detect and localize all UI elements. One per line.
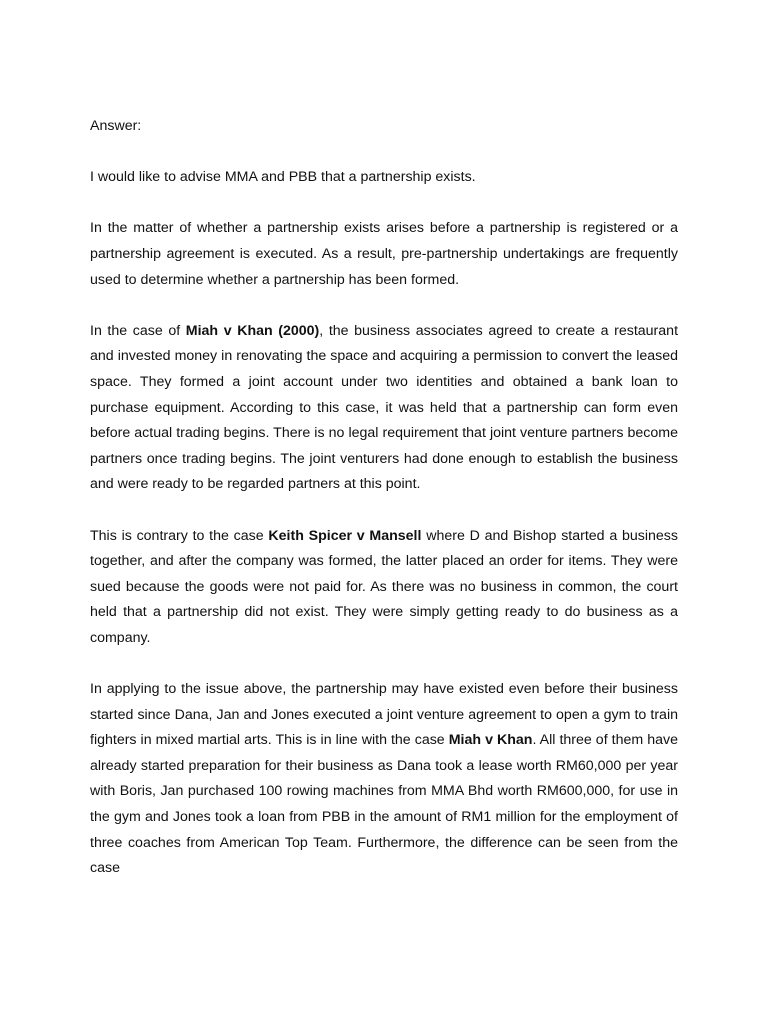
case-name-miah-v-khan: Miah v Khan <box>448 732 533 749</box>
answer-heading: Answer: <box>90 118 142 134</box>
paragraph-partnership-matter: In the matter of whether a partnership exists arises before a partnership is registered or a partnership agreement is executed. As a result, pre-partnership undertakings are frequently used to determine whether a partnership has been formed. <box>90 220 678 288</box>
paragraph-application <box>90 677 678 882</box>
paragraph-text: In the case of <box>90 322 186 339</box>
paragraph-advice: I would like to advise MMA and PBB that a partnership exists. <box>90 169 476 186</box>
paragraph-text: In applying to the issue above, the partnership may have existed even before their business started since Dana, Jan and Jones executed a joint venture agreement to open a gym to train fighters in mixed martial arts. This is in line with the case <box>90 681 678 749</box>
document-page <box>90 114 678 907</box>
paragraph-text: , the business associates agreed to create a restaurant and invested money in renovating the space and acquiring a permission to convert the leased space. They formed a joint account under two identities and obtained a bank loan to purchase equipment. According to this case, it was held that a partnership can form even before actual trading begins. There is no legal requirement that joint venture partners become partners once trading begins. The joint venturers had done enough to establish the business and were ready to be regarded partners at this point. <box>90 322 679 493</box>
paragraph-keith-spicer <box>90 524 678 652</box>
paragraph-text: This is contrary to the case <box>90 527 269 544</box>
paragraph-text: . All three of them have already started preparation for their business as Dana took a lease worth RM60,000 per year with Boris, Jan purchased 100 rowing machines from MMA Bhd worth RM600,000, for use in the gym and Jones took a loan from PBB in the amount of RM1 million for the employment of three coaches from American Top Team. Furthermore, the difference can be seen from the case <box>90 732 678 877</box>
paragraph-miah-v-khan <box>90 319 678 498</box>
case-name-keith-spicer-v-mansell: Keith Spicer v Mansell <box>268 527 422 544</box>
paragraph-text: where D and Bishop started a business together, and after the company was formed, the latter placed an order for items. They were sued because the goods were not paid for. As there was no business in common, the court held that a partnership did not exist. They were simply getting ready to do business as a company. <box>90 527 678 646</box>
case-name-miah-v-khan-2000: Miah v Khan (2000) <box>185 322 320 339</box>
